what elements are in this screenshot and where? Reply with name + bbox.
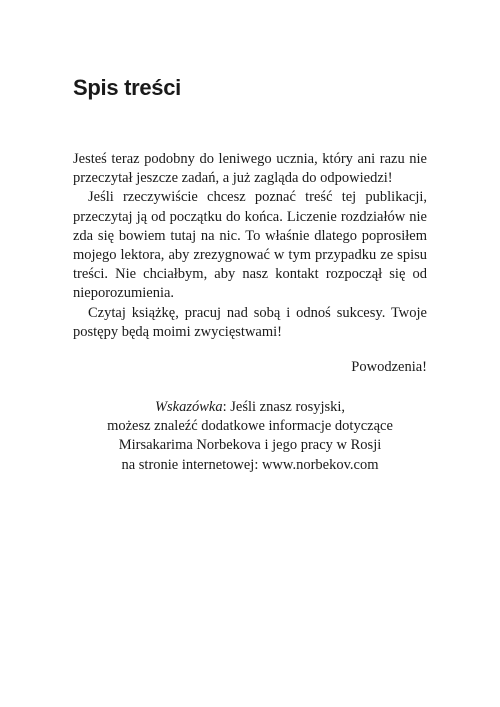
paragraph-2: Jeśli rzeczywiście chcesz poznać treść tej publikacji, przeczytaj ją od początku do końca. Liczenie rozdziałów nie zda się bowiem tutaj na nic. To właśnie dlatego poprosiłem mojego lektora, aby zrezygnować w tym przypadku ze spisu treści. Nie chciałbym, aby nasz kontakt rozpoczął się od nieporozumienia. bbox=[73, 189, 427, 302]
paragraph-1: Jesteś teraz podobny do leniwego ucznia, który ani razu nie przeczytał jeszcze zadań, a już zagląda do odpowiedzi! bbox=[73, 151, 427, 187]
page-title: Spis treści bbox=[73, 75, 181, 100]
hint-line-1 bbox=[73, 398, 427, 417]
hint-note bbox=[73, 398, 427, 475]
hint-line-1-text: : Jeśli znasz rosyjski, bbox=[222, 399, 346, 415]
hint-line-4: na stronie internetowej: www.norbekov.com bbox=[121, 456, 379, 473]
hint-line-3: Mirsakarima Norbekova i jego pracy w Rosji bbox=[118, 437, 382, 454]
hint-line-2: możesz znaleźć dodatkowe informacje dotyczące bbox=[107, 418, 393, 435]
closing-line: Powodzenia! bbox=[351, 359, 427, 376]
hint-label: Wskazówka bbox=[154, 399, 223, 415]
body-text bbox=[73, 150, 427, 377]
paragraph-3: Czytaj książkę, pracuj nad sobą i odnoś sukcesy. Twoje postępy będą moimi zwycięstwami! bbox=[73, 304, 427, 340]
